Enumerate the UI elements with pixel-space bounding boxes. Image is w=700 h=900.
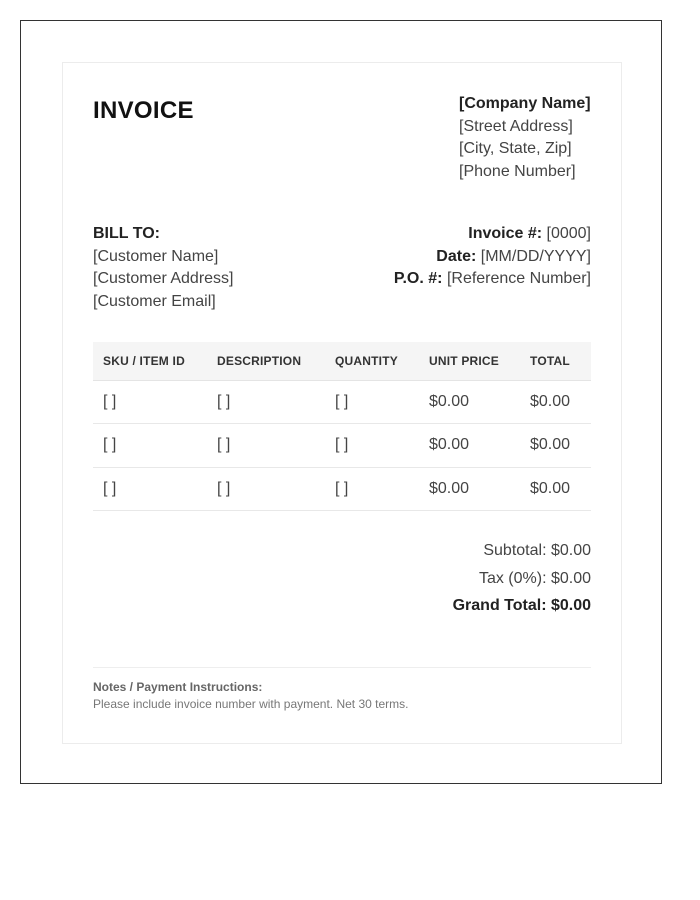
invoice-date-line: [394, 246, 591, 269]
company-city: [City, State, Zip]: [459, 140, 572, 157]
cell-quantity: [ ]: [325, 380, 419, 424]
cell-description: [ ]: [207, 424, 325, 468]
invoice-number-line: [394, 223, 591, 246]
company-street: [Street Address]: [459, 117, 573, 135]
cell-sku: [ ]: [93, 380, 207, 424]
company-block: [459, 93, 599, 183]
invoice-meta: [394, 223, 591, 291]
cell-total: $0.00: [520, 380, 591, 424]
invoice-page: [62, 62, 622, 744]
document-frame: [20, 20, 662, 784]
bill-to-label: BILL TO:: [93, 225, 160, 242]
header-sku: SKU / ITEM ID: [93, 342, 207, 380]
notes-divider: [93, 667, 591, 668]
cell-unit-price: $0.00: [419, 467, 520, 511]
company-phone: [Phone Number]: [459, 162, 576, 180]
header-unit-price: UNIT PRICE: [419, 342, 520, 380]
subtotal-line: Subtotal: $0.00: [483, 542, 591, 559]
cell-description: [ ]: [207, 467, 325, 511]
cell-unit-price: $0.00: [419, 424, 520, 468]
cell-total: $0.00: [520, 467, 591, 511]
table-row: [93, 467, 591, 511]
invoice-title: INVOICE: [93, 97, 194, 124]
po-number-value: [Reference Number]: [446, 270, 591, 287]
po-number-line: [394, 268, 591, 291]
cell-sku: [ ]: [93, 467, 207, 511]
tax-line: Tax (0%): $0.00: [478, 569, 591, 587]
bill-to-block: [93, 223, 234, 313]
cell-description: [ ]: [207, 380, 325, 424]
table-header-row: [93, 342, 591, 380]
cell-quantity: [ ]: [325, 424, 419, 468]
grand-total-line: Grand Total: $0.00: [452, 597, 591, 614]
table-row: [93, 424, 591, 468]
notes-text: Please include invoice number with payment. Net 30 terms.: [93, 697, 409, 711]
invoice-number-value: [0000]: [546, 225, 591, 242]
cell-unit-price: $0.00: [419, 380, 520, 424]
totals-block: [453, 540, 591, 623]
cell-total: $0.00: [520, 424, 591, 468]
cell-sku: [ ]: [93, 424, 207, 468]
notes-label: Notes / Payment Instructions:: [93, 680, 263, 694]
cell-quantity: [ ]: [325, 467, 419, 511]
invoice-date-label: Date:: [436, 247, 477, 265]
po-number-label: P.O. #:: [393, 270, 443, 287]
invoice-date-value: [MM/DD/YYYY]: [480, 247, 591, 265]
header-total: TOTAL: [520, 342, 591, 380]
header-description: DESCRIPTION: [207, 342, 325, 380]
company-name: [Company Name]: [459, 95, 591, 112]
header-quantity: QUANTITY: [325, 342, 419, 380]
customer-email: [Customer Email]: [93, 292, 216, 310]
customer-name: [Customer Name]: [93, 247, 219, 265]
invoice-number-label: Invoice #:: [468, 225, 543, 242]
customer-address: [Customer Address]: [93, 270, 234, 287]
line-items-table: [93, 342, 591, 511]
table-row: [93, 380, 591, 424]
